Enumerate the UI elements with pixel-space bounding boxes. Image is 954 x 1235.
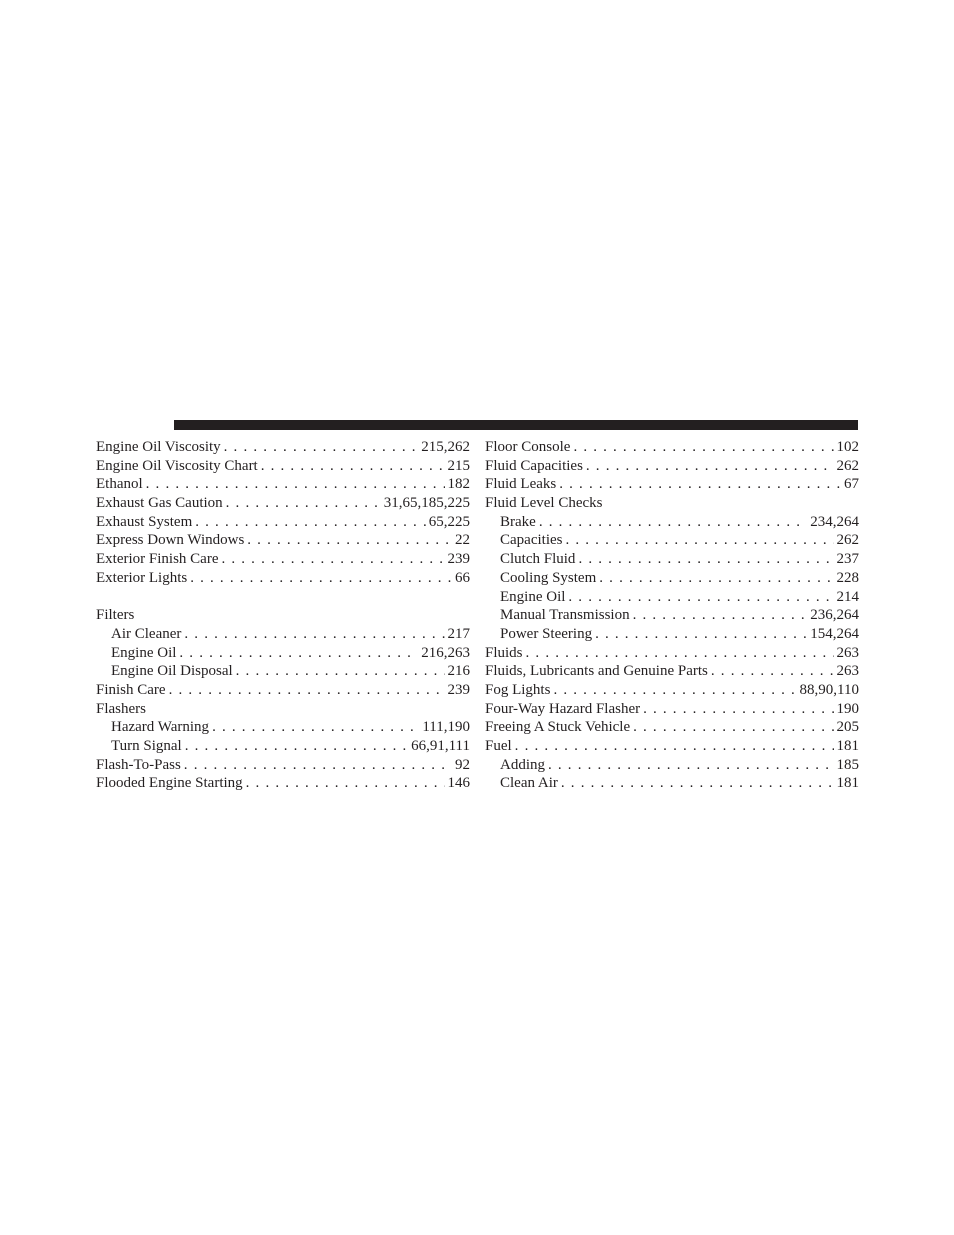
entry-page: 234,264 [810, 513, 859, 530]
index-entry [96, 681, 470, 700]
dot-leader [643, 700, 833, 719]
dot-leader [247, 531, 452, 550]
index-column-right [485, 438, 859, 793]
entry-page: 262 [836, 457, 859, 474]
index-entry [96, 438, 470, 457]
dot-leader [179, 644, 418, 663]
entry-label: Engine Oil Viscosity Chart [96, 457, 258, 474]
entry-label: Express Down Windows [96, 532, 245, 549]
dot-leader [539, 513, 807, 532]
index-subentry [485, 756, 859, 775]
index-entry [485, 662, 859, 681]
index-column-left [96, 438, 470, 793]
index-entry [485, 438, 859, 457]
entry-label: Fluids [485, 644, 523, 661]
index-subentry [96, 718, 470, 737]
entry-label: Ethanol [96, 476, 143, 493]
index-entry [96, 774, 470, 793]
entry-label: Engine Oil [111, 644, 177, 661]
dot-leader [526, 644, 834, 663]
section-gap [96, 588, 470, 607]
entry-page: 239 [447, 551, 470, 568]
entry-page: 239 [447, 681, 470, 698]
entry-label: Fuel [485, 738, 512, 754]
entry-label: Finish Care [96, 681, 166, 698]
entry-page: 154,264 [810, 625, 859, 642]
entry-label: Exhaust Gas Caution [96, 495, 223, 512]
dot-leader [221, 550, 444, 569]
entry-page: 214 [836, 588, 859, 605]
dot-leader [595, 625, 807, 644]
entry-label: Freeing A Stuck Vehicle [485, 719, 631, 736]
dot-leader [578, 550, 833, 569]
entry-page: 146 [447, 775, 470, 792]
index-entry [96, 513, 470, 532]
entry-page: 67 [844, 476, 859, 493]
entry-label: Flooded Engine Starting [96, 775, 243, 792]
dot-leader [559, 475, 841, 494]
dot-leader [515, 737, 834, 756]
entry-page: 263 [836, 644, 859, 661]
entry-label: Brake [500, 513, 536, 530]
index-subentry [485, 550, 859, 569]
dot-leader [553, 681, 796, 700]
dot-leader [261, 457, 445, 476]
entry-label: Fog Lights [485, 681, 551, 698]
dot-leader [212, 718, 419, 737]
entry-page: 215 [447, 457, 470, 474]
entry-page: 66,91,111 [411, 738, 470, 754]
index-entry [485, 700, 859, 719]
dot-leader [633, 718, 833, 737]
index-entry [96, 550, 470, 569]
index-heading [96, 606, 470, 625]
dot-leader [561, 774, 834, 793]
entry-page: 217 [447, 625, 470, 642]
dot-leader [711, 662, 834, 681]
dot-leader [184, 756, 452, 775]
entry-page: 88,90,110 [799, 681, 859, 698]
index-entry [96, 494, 470, 513]
dot-leader [236, 662, 445, 681]
entry-label: Engine Oil Disposal [111, 663, 233, 680]
entry-label: Air Cleaner [111, 625, 182, 642]
entry-page: 216 [447, 663, 470, 680]
index-entry [485, 644, 859, 663]
entry-page: 190 [836, 700, 859, 717]
index-subentry [96, 737, 470, 756]
dot-leader [185, 737, 408, 756]
entry-label: Clutch Fluid [500, 551, 576, 568]
entry-label: Power Steering [500, 625, 593, 642]
entry-label: Fluids, Lubricants and Genuine Parts [485, 663, 708, 680]
dot-leader [146, 475, 445, 494]
dot-leader [573, 438, 833, 457]
entry-page: 66 [455, 569, 470, 586]
dot-leader [568, 588, 833, 607]
entry-page: 237 [836, 551, 859, 568]
entry-page: 102 [836, 439, 859, 455]
entry-label: Clean Air [500, 775, 558, 792]
entry-label: Turn Signal [111, 738, 182, 754]
index-subentry [485, 569, 859, 588]
entry-label: Four-Way Hazard Flasher [485, 700, 641, 717]
index-subentry [485, 606, 859, 625]
entry-page: 236,264 [810, 607, 859, 624]
index-entry [485, 718, 859, 737]
entry-label: Hazard Warning [111, 719, 210, 736]
header-rule [174, 420, 858, 430]
index-entry [96, 531, 470, 550]
entry-label: Flashers [96, 700, 146, 717]
index-entry [96, 457, 470, 476]
index-subentry [485, 774, 859, 793]
entry-label: Cooling System [500, 569, 597, 586]
index-heading [485, 494, 859, 513]
entry-page: 215,262 [421, 439, 470, 455]
index-subentry [485, 588, 859, 607]
entry-label: Adding [500, 756, 545, 773]
entry-label: Engine Oil [500, 588, 566, 605]
entry-page: 182 [447, 476, 470, 493]
entry-label: Fluid Level Checks [485, 495, 603, 512]
entry-page: 216,263 [421, 644, 470, 661]
entry-page: 262 [836, 532, 859, 549]
entry-label: Filters [96, 607, 135, 624]
entry-label: Flash-To-Pass [96, 756, 181, 773]
dot-leader [169, 681, 445, 700]
entry-label: Manual Transmission [500, 607, 630, 624]
dot-leader [548, 756, 834, 775]
index-subentry [96, 644, 470, 663]
entry-page: 205 [836, 719, 859, 736]
entry-page: 31,65,185,225 [383, 495, 470, 512]
entry-label: Engine Oil Viscosity [96, 439, 221, 455]
dot-leader [190, 569, 452, 588]
dot-leader [226, 494, 381, 513]
entry-page: 228 [836, 569, 859, 586]
index-subentry [96, 662, 470, 681]
entry-label: Fluid Capacities [485, 457, 583, 474]
dot-leader [224, 438, 419, 457]
index-subentry [96, 625, 470, 644]
index-entry [485, 457, 859, 476]
index-subentry [485, 531, 859, 550]
entry-label: Capacities [500, 532, 563, 549]
index-entry [485, 681, 859, 700]
index-entry [485, 737, 859, 756]
entry-page: 263 [836, 663, 859, 680]
entry-label: Fluid Leaks [485, 476, 557, 493]
index-subentry [485, 625, 859, 644]
entry-page: 22 [455, 532, 470, 549]
entry-label: Exhaust System [96, 513, 193, 530]
entry-page: 185 [836, 756, 859, 773]
dot-leader [599, 569, 833, 588]
entry-label: Floor Console [485, 439, 571, 455]
dot-leader [586, 457, 834, 476]
index-heading [96, 700, 470, 719]
entry-page: 65,225 [428, 513, 470, 530]
index-entry [96, 475, 470, 494]
entry-label: Exterior Lights [96, 569, 188, 586]
dot-leader [633, 606, 808, 625]
entry-page: 92 [455, 756, 470, 773]
entry-page: 111,190 [422, 719, 470, 736]
entry-page: 181 [836, 775, 859, 792]
dot-leader [246, 774, 445, 793]
dot-leader [184, 625, 444, 644]
entry-page: 181 [836, 738, 859, 754]
entry-label: Exterior Finish Care [96, 551, 219, 568]
index-entry [96, 569, 470, 588]
dot-leader [195, 513, 426, 532]
index-entry [485, 475, 859, 494]
index-entry [96, 756, 470, 775]
dot-leader [565, 531, 833, 550]
index-subentry [485, 513, 859, 532]
